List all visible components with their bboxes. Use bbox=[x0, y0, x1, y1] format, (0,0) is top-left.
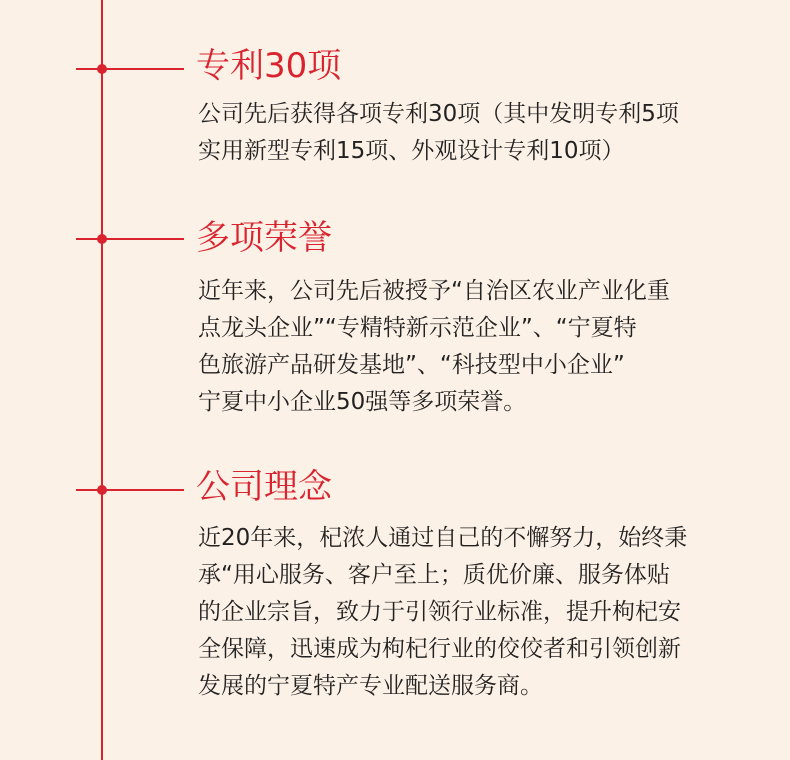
section-body bbox=[198, 96, 738, 170]
body-line: 发展的宁夏特产专业配送服务商。 bbox=[198, 673, 543, 699]
body-line: 全保障，迅速成为枸杞行业的佼佼者和引领创新 bbox=[198, 636, 681, 662]
body-line: 公司先后获得各项专利30项（其中发明专利5项 bbox=[198, 101, 679, 127]
section-body bbox=[198, 520, 738, 705]
body-line: 宁夏中小企业50强等多项荣誉。 bbox=[198, 389, 527, 415]
timeline-connector bbox=[76, 238, 184, 240]
section-title: 公司理念 bbox=[196, 467, 332, 507]
timeline-dot bbox=[97, 485, 107, 495]
timeline-dot bbox=[97, 64, 107, 74]
body-line: 的企业宗旨，致力于引领行业标准，提升枸杞安 bbox=[198, 599, 681, 625]
body-line: 承“用心服务、客户至上；质优价廉、服务体贴 bbox=[198, 562, 670, 588]
timeline-connector bbox=[76, 489, 184, 491]
section-body bbox=[198, 273, 738, 421]
body-line: 色旅游产品研发基地”、“科技型中小企业” bbox=[198, 352, 625, 378]
timeline-connector bbox=[76, 68, 184, 70]
body-line: 实用新型专利15项、外观设计专利10项） bbox=[198, 138, 625, 164]
body-line: 近20年来，杞浓人通过自己的不懈努力，始终秉 bbox=[198, 525, 688, 551]
timeline-dot bbox=[97, 234, 107, 244]
section-title: 专利30项 bbox=[196, 46, 342, 86]
section-title: 多项荣誉 bbox=[196, 218, 332, 258]
timeline-line bbox=[101, 0, 103, 760]
body-line: 近年来，公司先后被授予“自治区农业产业化重 bbox=[198, 278, 670, 304]
body-line: 点龙头企业”“专精特新示范企业”、“宁夏特 bbox=[198, 315, 637, 341]
